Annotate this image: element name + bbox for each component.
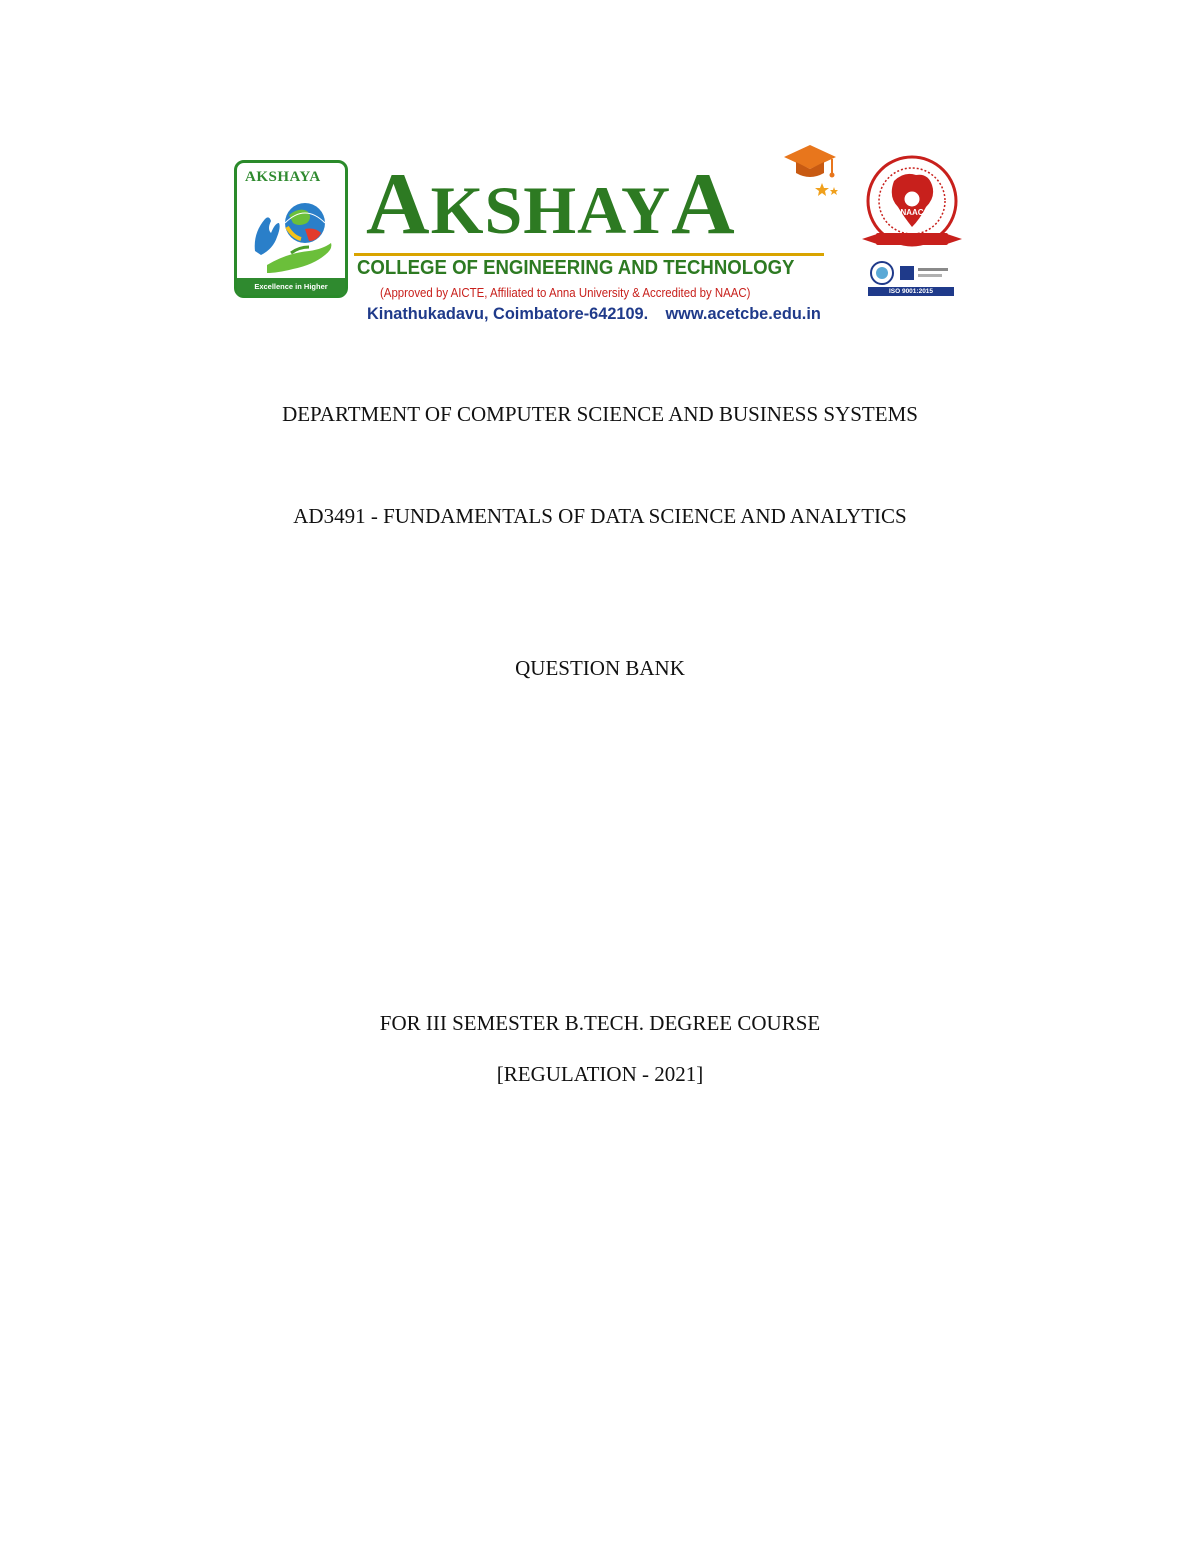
iso-label: ISO 9001:2015 bbox=[868, 287, 954, 296]
college-website: www.acetcbe.edu.in bbox=[665, 304, 821, 323]
seal-label: NAAC bbox=[900, 208, 924, 217]
document-type-title: QUESTION BANK bbox=[515, 656, 685, 680]
college-emblem-logo bbox=[234, 160, 348, 308]
name-underline-divider bbox=[354, 253, 824, 256]
course-title: AD3491 - FUNDAMENTALS OF DATA SCIENCE AND ANALYTICS bbox=[293, 504, 907, 528]
institution-name-middle: KSHAY bbox=[430, 172, 672, 248]
accreditation-line: (Approved by AICTE, Affiliated to Anna University & Accredited by NAAC) bbox=[380, 285, 751, 300]
regulation-title: [REGULATION - 2021] bbox=[496, 1062, 704, 1086]
emblem-tagline: Excellence in Higher Education bbox=[237, 278, 345, 295]
institution-name-first: A bbox=[366, 156, 431, 253]
iso-cert-icon bbox=[868, 260, 954, 287]
address-line bbox=[367, 304, 821, 324]
iso-certification-badge bbox=[868, 260, 954, 296]
college-address: Kinathukadavu, Coimbatore-642109. bbox=[367, 304, 649, 323]
college-header-banner bbox=[208, 143, 992, 327]
department-title: DEPARTMENT OF COMPUTER SCIENCE AND BUSINESS SYSTEMS bbox=[282, 402, 918, 426]
college-full-name: COLLEGE OF ENGINEERING AND TECHNOLOGY bbox=[357, 257, 795, 279]
hands-globe-icon bbox=[247, 193, 337, 281]
graduation-cap-icon bbox=[778, 143, 840, 199]
emblem-name: AKSHAYA bbox=[245, 169, 321, 185]
semester-title: FOR III SEMESTER B.TECH. DEGREE COURSE bbox=[379, 1011, 821, 1035]
naac-seal-icon bbox=[858, 153, 966, 257]
institution-name-last: A bbox=[671, 156, 736, 253]
institution-name bbox=[366, 157, 736, 258]
